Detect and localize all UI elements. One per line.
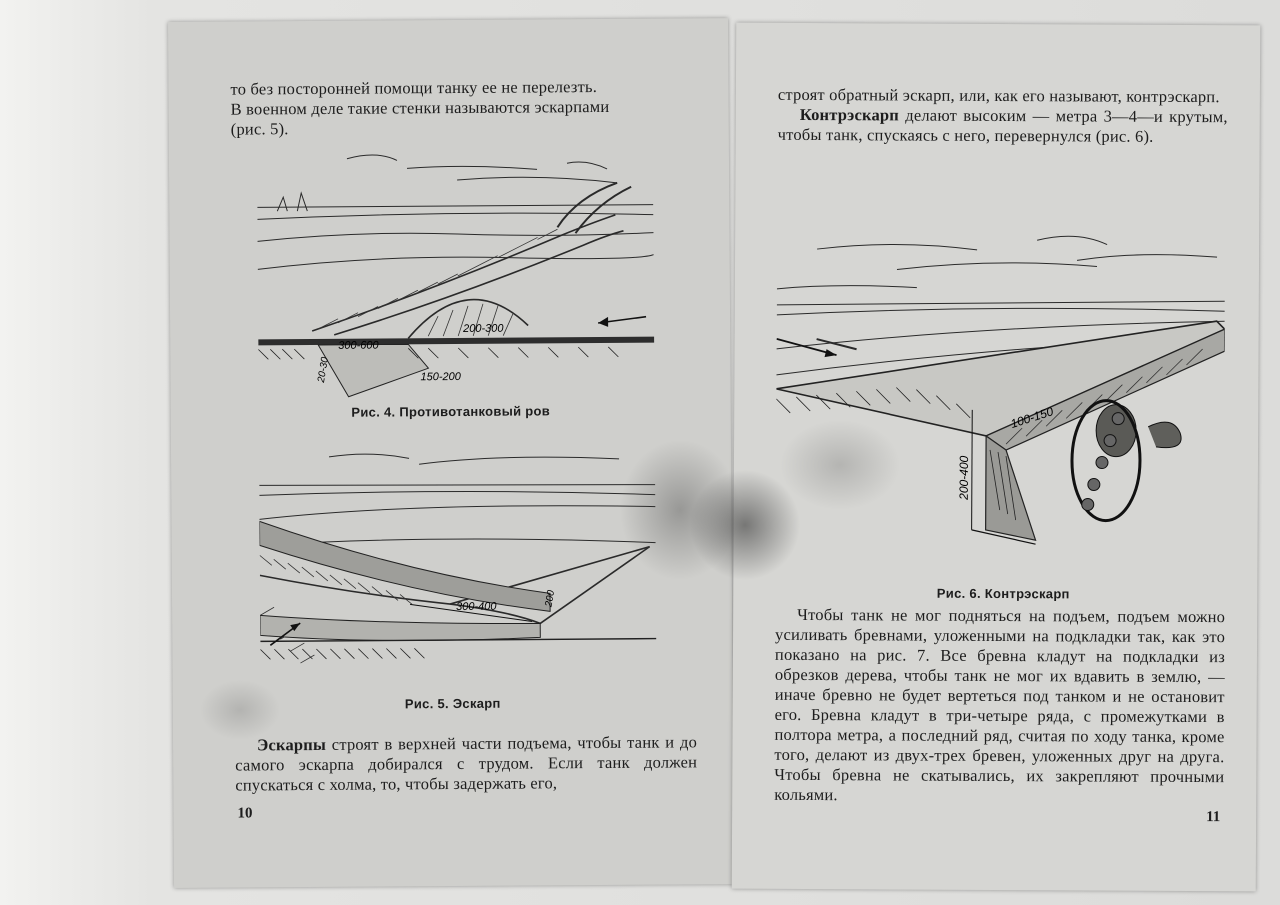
water-stain-lower-left <box>200 680 280 740</box>
water-stain-left <box>620 440 740 580</box>
right-bottom-paragraph <box>774 605 1225 807</box>
fig4-label-width-top: 300-600 <box>338 339 379 352</box>
fig5-label-height: 200 <box>543 589 558 608</box>
figure-4-illustration <box>257 147 655 400</box>
left-top-line-3: (рис. 5). <box>230 119 289 139</box>
right-bottom-text: Чтобы танк не мог подняться на подъем, подъем можно усиливать бревнами, уложенными на подкладки так, как это показано на рис. 7. Все бревна кладут на подкладки из обрезков дерева, чтобы танк не мог их вдавить в землю, — иначе бревно не будет вертеться под танком и не остановит его. Бревна кладут в три-четыре ряда, с промежутками в полтора метра, а последний ряд, считая по ходу танка, кроме того, делают из двух-трех бревен, уложенных друг на друга. Чтобы бревна не скатывались, их закрепляют прочными кольями. <box>774 604 1226 805</box>
term-counterescarp: Контрэскарп <box>799 104 900 125</box>
left-top-line-1: то без посторонней помощи танку ее не перелезть. <box>230 77 598 99</box>
fig4-label-height: 150-200 <box>420 370 461 384</box>
fig6-label-height: 200-400 <box>956 455 972 500</box>
water-stain-right <box>780 420 900 510</box>
figure-6-caption: Рис. 6. Контрэскарп <box>936 585 1070 602</box>
left-bottom-text: строят в верхней части подъема, чтобы танк и до самого эскарпа добирался с трудом. Если танк должен спускаться с холма, то, чтобы задержать его, <box>235 732 698 795</box>
left-top-line-2: В военном деле такие стенки называются эскарпами <box>230 96 610 119</box>
right-top-paragraph <box>778 85 1228 147</box>
figure-6-illustration <box>775 199 1225 581</box>
left-bottom-paragraph <box>235 732 697 795</box>
left-page-number: 10 <box>237 805 253 822</box>
figure-5-illustration <box>259 443 657 696</box>
right-top-text: делают высоким — метра 3—4—и крутым, чтобы танк, спускаясь с него, перевернулся (рис. 6). <box>777 105 1228 146</box>
fig4-label-bottom: 20-30 <box>315 356 332 384</box>
fig5-label-width: 300-400 <box>456 600 497 614</box>
right-page-number: 11 <box>1206 809 1221 826</box>
figure-5-caption: Рис. 5. Эскарп <box>404 695 501 712</box>
figure-4-caption: Рис. 4. Противотанковый ров <box>351 403 551 420</box>
term-escarps: Эскарпы <box>256 734 327 755</box>
fig6-label-slope: 100-150 <box>1008 404 1056 431</box>
fig4-label-depth: 200-300 <box>463 322 504 335</box>
left-top-paragraph <box>230 76 692 139</box>
right-top-line-1: строят обратный эскарп, или, как его называют, контрэскарп. <box>777 84 1220 107</box>
